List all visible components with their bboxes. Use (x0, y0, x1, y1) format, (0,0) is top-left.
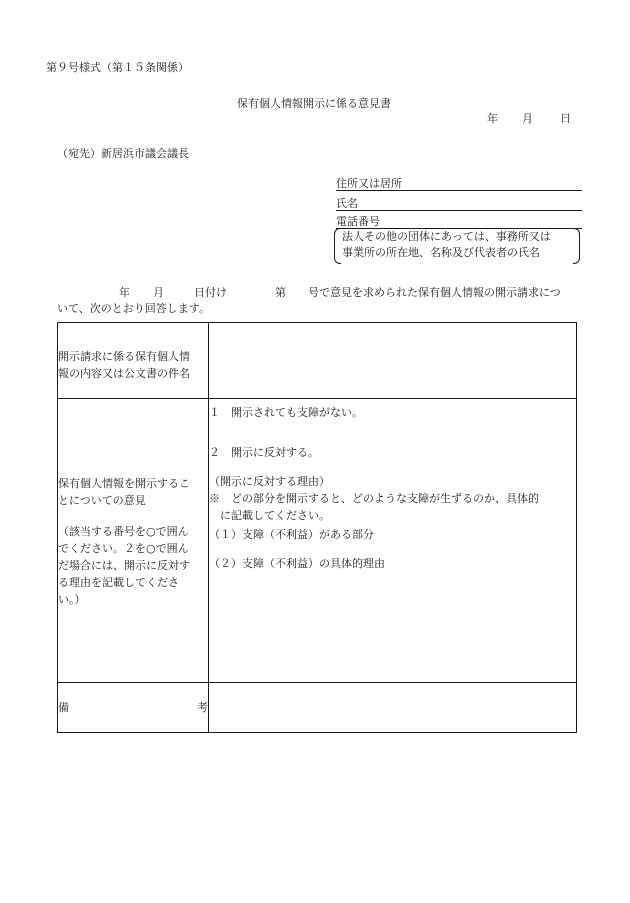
row2-note-line3: だ場合には、開示に反対す (58, 559, 190, 573)
remarks-label-cell (58, 683, 209, 733)
asterisk-note (209, 490, 576, 524)
opinion-table (57, 322, 577, 733)
corp-note-line1: 法人その他の団体にあっては、事務所又は (342, 230, 551, 243)
sub-item-1: （１）支障（不利益）がある部分 (209, 527, 374, 541)
name-field[interactable] (336, 196, 582, 211)
asterisk-line1: ※ どの部分を開示すると、どのような支障が生ずるのか、具体的 (209, 491, 539, 505)
date-month: 月 (522, 112, 533, 125)
bracket-right (573, 228, 580, 264)
row2-note-line4: る理由を記載してくださ (58, 576, 179, 590)
document-title: 保有個人情報開示に係る意見書 (237, 97, 391, 110)
row1-label-line2: 報の内容又は公文書の件名 (58, 367, 190, 381)
address-label: 住所又は居所 (336, 177, 402, 190)
subject-label-cell (58, 323, 209, 399)
name-label: 氏名 (336, 197, 358, 210)
address-field[interactable] (336, 176, 582, 191)
option-1[interactable]: １ 開示されても支障がない。 (209, 406, 363, 419)
row2-note-line1: （該当する番号を○で囲ん (58, 525, 189, 539)
remarks-right-char: 考 (197, 701, 208, 714)
addressee: （宛先）新居浜市議会議長 (57, 147, 189, 160)
row2-note-line2: でください。２を○で囲ん (58, 542, 189, 556)
phone-label: 電話番号 (336, 215, 380, 228)
asterisk-line2: に記載してください。 (209, 508, 330, 522)
intro-number-pre: 第 (275, 286, 286, 299)
table-row (58, 399, 577, 683)
sub-item-2: （２）支障（不利益）の具体的理由 (209, 556, 385, 570)
intro-year: 年 (119, 286, 130, 299)
form-number: 第９号様式（第１５条関係） (46, 61, 189, 74)
option-2[interactable]: ２ 開示に反対する。 (209, 445, 319, 459)
intro-dated: 日付け (194, 286, 227, 299)
subject-input-cell[interactable] (209, 323, 577, 399)
table-row (58, 323, 577, 399)
corporation-note (334, 228, 580, 262)
row2-label-line2: とについての意見 (58, 494, 146, 508)
phone-field[interactable] (336, 214, 582, 229)
date-day: 日 (560, 112, 571, 125)
corp-note-line2: 事業所の所在地、名称及び代表者の氏名 (342, 246, 540, 259)
remarks-left-char: 備 (58, 701, 69, 714)
reason-heading: （開示に反対する理由） (209, 474, 330, 488)
opinion-label-cell (58, 399, 209, 683)
intro-month: 月 (153, 286, 164, 299)
intro-line1-rest: 号で意見を求められた保有個人情報の開示請求につ (308, 286, 561, 299)
bracket-left (334, 228, 341, 264)
row2-label-line1: 保有個人情報を開示するこ (58, 477, 190, 490)
row2-note-line5: い。） (58, 593, 86, 607)
date-year: 年 (487, 112, 498, 125)
remarks-input-cell[interactable] (209, 683, 577, 733)
table-row (58, 683, 577, 733)
intro-line2: いて、次のとおり回答します。 (57, 302, 210, 315)
row1-label-line1: 開示請求に係る保有個人情 (58, 350, 190, 363)
opinion-input-cell[interactable] (209, 399, 577, 683)
